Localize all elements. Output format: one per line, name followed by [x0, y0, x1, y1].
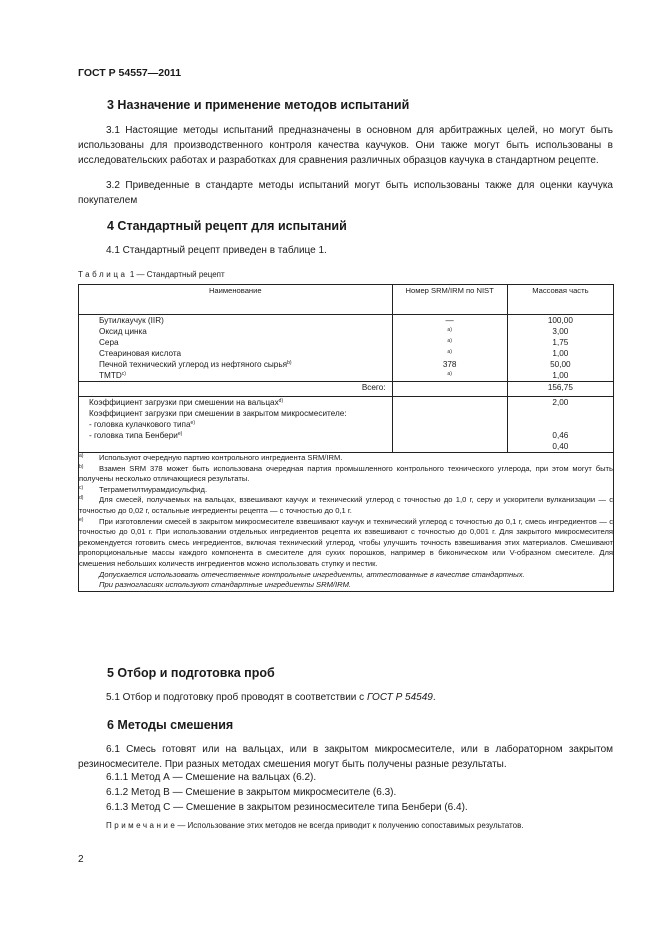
load-factor-banbury-value: 0,40 — [552, 442, 569, 451]
method-b-item: 6.1.2 Метод В — Смешение в закрытом микросмесителе (6.3). — [106, 787, 397, 798]
ingredient-name: Печной технический углерод из нефтяного сырья$^{b)}$ — [99, 360, 292, 369]
ingredient-nist-numbers — [392, 315, 507, 382]
total-value: 156,75 — [507, 382, 613, 397]
page-number: 2 — [78, 854, 84, 865]
load-factor-empty-cell — [392, 397, 507, 453]
ingredient-name: Оксид цинка — [99, 327, 147, 336]
standard-recipe-table — [78, 284, 614, 592]
table-caption — [78, 270, 225, 279]
footnote-c: $^{c)}$ Тетраметилтиурамдисульфид. — [79, 484, 208, 494]
paragraph-3-2: 3.2 Приведенные в стандарте методы испытаний могут быть использованы также для оценки каучука покупателем — [78, 180, 613, 206]
table-header-row — [79, 285, 614, 315]
load-factor-labels — [79, 397, 393, 453]
nist-number: а) — [447, 371, 452, 377]
spacer — [508, 408, 613, 430]
col-header-name: Наименование — [79, 285, 393, 315]
table-footnotes-row — [79, 453, 614, 592]
ingredient-name: TMTD$^{c)}$ — [99, 371, 126, 380]
load-factor-banbury-label: - головка типа Бенбери$^{e)}$ — [89, 431, 183, 440]
ingredient-name: Бутилкаучук (IIR) — [99, 316, 164, 325]
total-row — [79, 382, 614, 397]
section-6-note: Примечание— Использование этих методов не всегда приводит к получению сопоставимых результатов. — [106, 821, 524, 830]
nist-number: а) — [447, 349, 452, 355]
ingredient-name: Сера — [99, 338, 119, 347]
footnote-e: $^{e)}$ При изготовлении смесей в закрытом микросмесителе взвешивают каучук и технический углерод с точностью до 0,1 г, смесь ингредиентов — с точностью до 0,01 г. При использовании отдельных ингредиентов рецепта их взвешивают с точностью до 0,001 г. Для закрытого микросмесителя рекомендуется готовить смесь ингредиентов, включая технический углерод, чтобы улучшить точность взвешивания этих материалов. Смешивают пропорциональные массы каждого компонента в смесителе для сухих порошков, например в биконическом или V-образном смесителе. Для смешения небольших количеств ингредиентов можно использовать ступку и пестик. — [79, 516, 613, 568]
nist-number: а) — [447, 338, 452, 344]
col-header-mass: Массовая часть — [507, 285, 613, 315]
load-factor-mill-value: 2,00 — [552, 398, 569, 407]
load-factor-row — [79, 397, 614, 453]
nist-number: а) — [447, 327, 452, 333]
footnote-b: $^{b)}$ Взамен SRM 378 может быть использована очередная партия промышленного контрольного технического углерода, при этом могут быть получены несколько отличающиеся результаты. — [79, 463, 613, 484]
load-factor-values — [507, 397, 613, 453]
paragraph-4-1: 4.1 Стандартный рецепт приведен в таблице 1. — [106, 245, 327, 256]
paragraph-5-1: 5.1 Отбор и подготовку проб проводят в соответствии с ГОСТ Р 54549. — [106, 692, 436, 703]
paragraph-6-1: 6.1 Смесь готовят или на вальцах, или в закрытом микросмесителе, или в лабораторном закрытом резиносмесителе. При разных методах смешения могут быть получены разные результаты. — [78, 744, 613, 770]
mass-part: 3,00 — [552, 327, 569, 336]
load-factor-mill-label: Коэффициент загрузки при смешении на вальцах$^{d)}$ — [89, 398, 284, 407]
table-caption-label: Таблица — [78, 270, 128, 279]
load-factor-mixer-label: Коэффициент загрузки при смешении в закрытом микросмесителе: — [89, 409, 347, 418]
table-caption-text: 1 — Стандартный рецепт — [129, 270, 225, 279]
ingredient-name: Стеариновая кислота — [99, 349, 182, 358]
ingredient-mass-parts — [507, 315, 613, 382]
nist-number: 378 — [442, 360, 457, 369]
mass-part: 1,00 — [552, 371, 569, 380]
ingredient-names — [79, 315, 393, 382]
gost-reference: ГОСТ Р 54549 — [366, 692, 433, 703]
load-factor-cam-value: 0,46 — [552, 431, 569, 440]
running-header: ГОСТ Р 54557—2011 — [78, 67, 182, 79]
nist-number: — — [445, 316, 454, 325]
col-header-nist: Номер SRM/IRM по NIST — [392, 285, 507, 315]
section-3-heading: 3 Назначение и применение методов испытаний — [107, 98, 410, 112]
footnote-d: $^{d)}$ Для смесей, получаемых на вальцах, взвешивают каучук и технический углерод с точностью до 1,0 г, серу и ускорители вулканизации — с точностью до 0,02 г, остальные ингредиенты рецепта — с точностью до 0,1 г. — [79, 495, 613, 515]
section-5-heading: 5 Отбор и подготовка проб — [107, 666, 275, 680]
mass-part: 100,00 — [547, 316, 573, 325]
mass-part: 1,75 — [552, 338, 569, 347]
load-factor-cam-label: - головка кулачкового типа$^{e)}$ — [89, 420, 195, 429]
total-label: Всего: — [79, 382, 393, 397]
mass-part: 50,00 — [550, 360, 571, 369]
footnote-disagreement: При разногласиях используют стандартные ингредиенты SRM/IRM. — [99, 580, 352, 590]
footnote-a: $^{а)}$ Используют очередную партию контрольного ингредиента SRM/IRM. — [79, 453, 343, 462]
section-4-heading: 4 Стандартный рецепт для испытаний — [107, 219, 347, 233]
total-empty-cell — [392, 382, 507, 397]
table-footnotes — [79, 453, 614, 592]
ingredients-row — [79, 315, 614, 382]
method-a-item: 6.1.1 Метод А — Смешение на вальцах (6.2). — [106, 772, 317, 783]
footnote-domestic: Допускается использовать отечественные контрольные ингредиенты, аттестованные в качестве стандартных. — [99, 569, 525, 579]
method-c-item: 6.1.3 Метод С — Смешение в закрытом резиносмесителе типа Бенбери (6.4). — [106, 802, 468, 813]
mass-part: 1,00 — [552, 349, 569, 358]
section-6-heading: 6 Методы смешения — [107, 718, 234, 732]
note-label: Примечание — [106, 821, 178, 830]
paragraph-3-1: 3.1 Настоящие методы испытаний предназначены в основном для арбитражных целей, но могут быть использованы для производственного контроля качества каучуков. Они также могут быть использованы в исследовательских работах и разработках для сравнения различных образцов каучука в стандартном рецепте. — [78, 125, 613, 166]
